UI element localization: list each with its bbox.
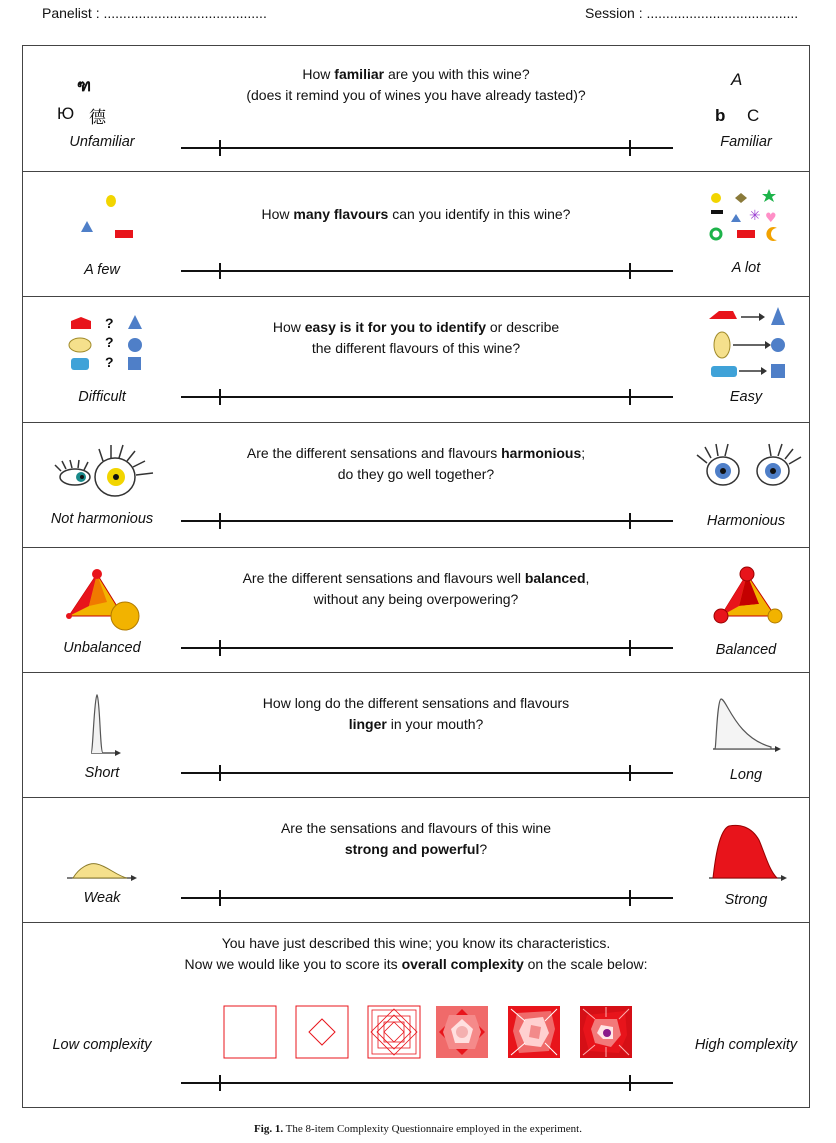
rating-scale[interactable] bbox=[181, 513, 673, 529]
svg-text:♥: ♥ bbox=[765, 211, 777, 226]
figure-caption: Fig. 1. The 8-item Complexity Questionnaire employed in the experiment. bbox=[254, 1123, 582, 1135]
scale-left-label: Low complexity bbox=[52, 1037, 152, 1053]
question-text: How familiar are you with this wine? (does it remind you of wines you have already tasted)? bbox=[246, 66, 586, 103]
complexity-level-5-icon bbox=[507, 1005, 561, 1059]
mismatched-eyes-icon bbox=[45, 439, 165, 499]
strong-intensity-icon bbox=[707, 820, 791, 884]
scale-right-label: A lot bbox=[731, 260, 761, 276]
scale-right-label: Familiar bbox=[720, 134, 772, 150]
question-text: Are the different sensations and flavours harmonious; do they go well together? bbox=[246, 445, 586, 482]
matching-eyes-icon bbox=[687, 439, 807, 491]
long-curve-icon bbox=[709, 693, 785, 757]
scale-right-label: Balanced bbox=[715, 642, 777, 658]
item-familiarity bbox=[23, 46, 809, 172]
question-text: How many flavours can you identify in this wine? bbox=[261, 206, 571, 222]
rating-scale[interactable] bbox=[181, 890, 673, 906]
rating-scale[interactable] bbox=[181, 1075, 673, 1091]
unbalanced-triangle-icon bbox=[63, 566, 153, 636]
scale-left-label: Unbalanced bbox=[63, 640, 141, 656]
balanced-triangle-icon bbox=[709, 564, 789, 634]
scale-left-label: Not harmonious bbox=[50, 511, 154, 527]
familiar-letters-icon: A b C bbox=[715, 70, 760, 125]
scale-left-label: A few bbox=[84, 262, 120, 278]
complexity-level-4-icon bbox=[435, 1005, 489, 1059]
panelist-field[interactable]: Panelist : .......................................... bbox=[42, 5, 267, 21]
complexity-level-3-icon bbox=[367, 1005, 421, 1059]
many-shapes-icon bbox=[705, 184, 785, 246]
scale-left-label: Weak bbox=[83, 890, 121, 906]
questionnaire-frame bbox=[22, 45, 810, 1108]
svg-text:✳: ✳ bbox=[749, 208, 761, 224]
session-field[interactable]: Session : ....................................... bbox=[585, 5, 799, 21]
weak-intensity-icon bbox=[65, 854, 141, 884]
scale-left-label: Unfamiliar bbox=[69, 134, 135, 150]
question-text: How long do the different sensations and flavours linger in your mouth? bbox=[262, 695, 570, 732]
question-text: How easy is it for you to identify or describe the different flavours of this wine? bbox=[272, 319, 560, 356]
rating-scale[interactable] bbox=[181, 640, 673, 656]
item-harmony bbox=[23, 423, 809, 548]
few-shapes-icon bbox=[73, 188, 143, 243]
scale-right-label: High complexity bbox=[694, 1037, 798, 1053]
scale-right-label: Harmonious bbox=[706, 513, 786, 529]
item-flavour-count bbox=[23, 172, 809, 297]
scale-right-label: Strong bbox=[724, 892, 768, 908]
rating-scale[interactable] bbox=[181, 140, 673, 156]
rating-scale[interactable] bbox=[181, 263, 673, 279]
easy-matching-icon bbox=[705, 305, 789, 381]
question-text: You have just described this wine; you know its characteristics. Now we would like you to score its overall complexity on the scale below: bbox=[184, 935, 648, 972]
scale-right-label: Long bbox=[729, 767, 763, 783]
scale-left-label: Difficult bbox=[78, 389, 126, 405]
question-marks: ? ? ? bbox=[105, 315, 114, 370]
complexity-level-1-icon bbox=[223, 1005, 277, 1059]
rating-scale[interactable] bbox=[181, 765, 673, 781]
scale-left-label: Short bbox=[84, 765, 120, 781]
item-intensity bbox=[23, 798, 809, 923]
unfamiliar-symbols-icon: ฑ Ю 德 bbox=[57, 76, 106, 127]
item-identification-ease bbox=[23, 297, 809, 423]
scale-right-label: Easy bbox=[729, 389, 763, 405]
question-text: Are the different sensations and flavours well balanced, without any being overpowering? bbox=[242, 570, 590, 607]
item-persistence bbox=[23, 673, 809, 798]
rating-scale[interactable] bbox=[181, 389, 673, 405]
complexity-level-2-icon bbox=[295, 1005, 349, 1059]
item-overall-complexity bbox=[23, 923, 809, 1107]
short-curve-icon bbox=[79, 689, 139, 761]
question-text: Are the sensations and flavours of this wine strong and powerful? bbox=[280, 820, 552, 857]
item-balance bbox=[23, 548, 809, 673]
complexity-level-6-icon bbox=[579, 1005, 633, 1059]
